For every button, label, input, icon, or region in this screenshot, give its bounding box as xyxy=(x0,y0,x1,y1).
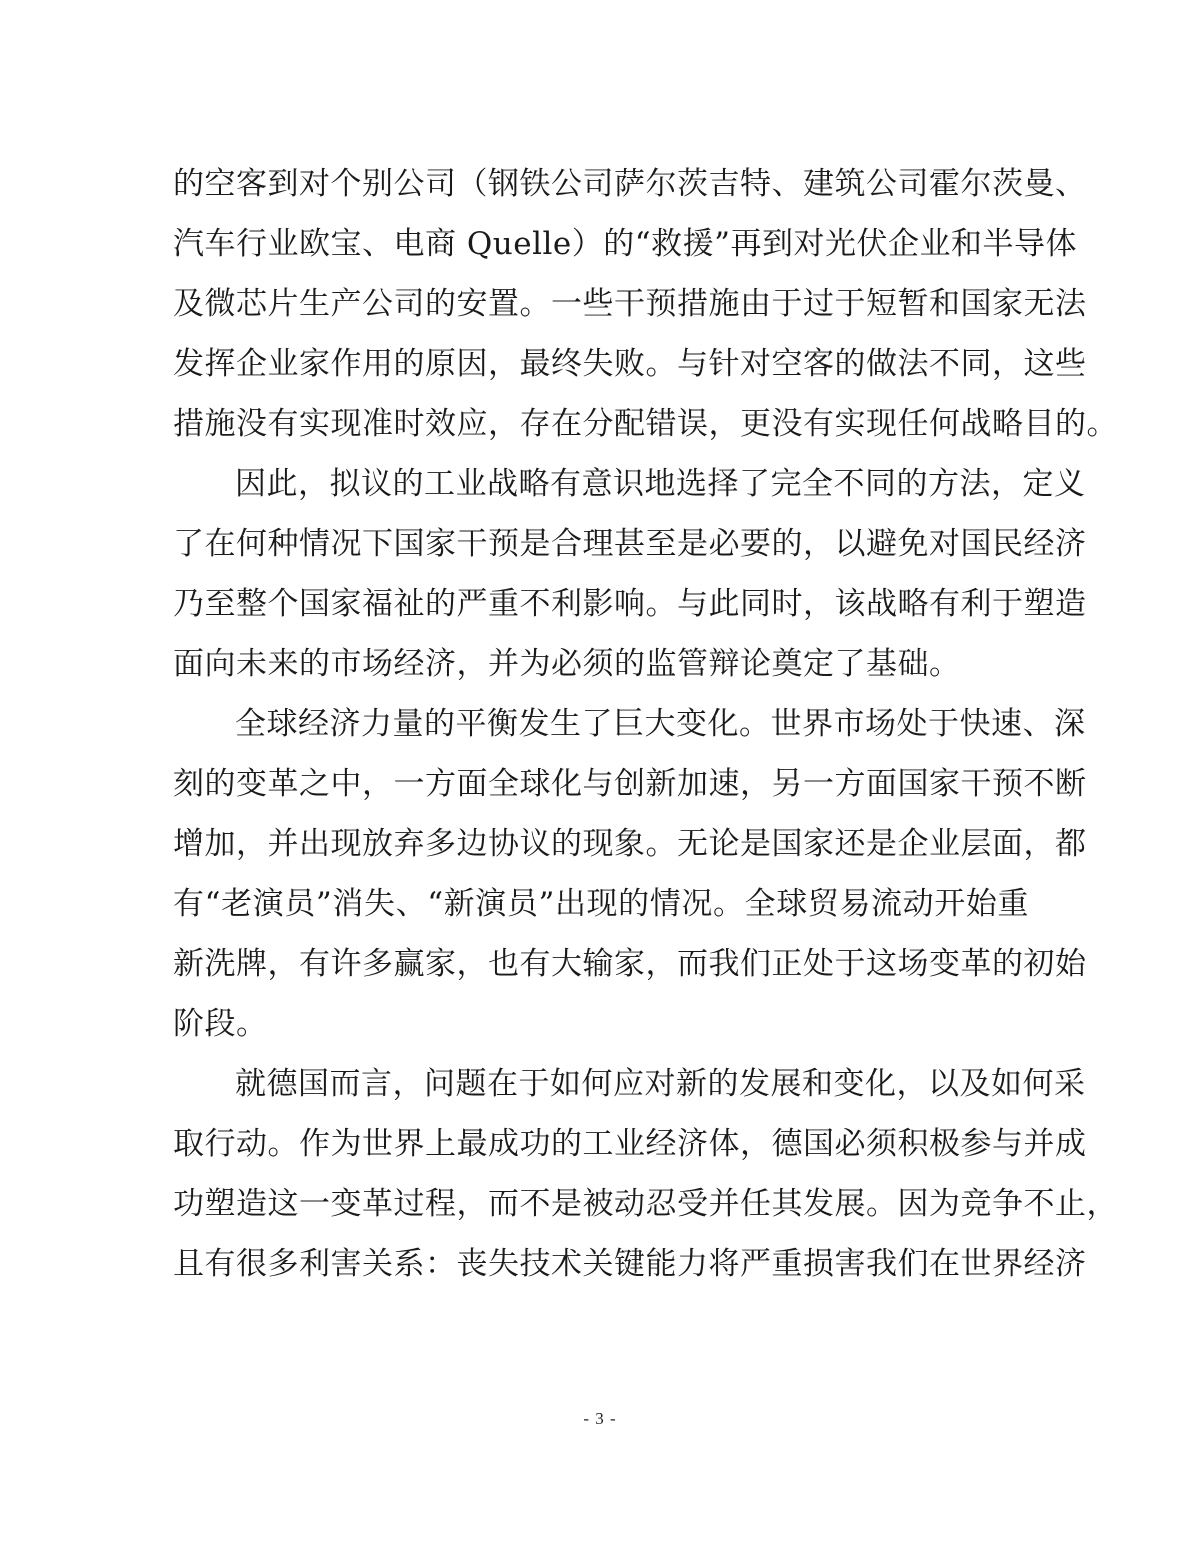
text-line: 汽车行业欧宝、电商 Quelle）的“救援”再到对光伏企业和半导体 xyxy=(173,226,1077,262)
text-line: 且有很多利害关系：丧失技术关键能力将严重损害我们在世界经济 xyxy=(173,1246,1087,1282)
paragraph-first-line: 全球经济力量的平衡发生了巨大变化。世界市场处于快速、深 xyxy=(235,706,1086,742)
paragraph-first-line: 就德国而言，问题在于如何应对新的发展和变化，以及如何采 xyxy=(235,1066,1086,1102)
text-line: 阶段。 xyxy=(173,1006,268,1042)
text-line: 面向未来的市场经济，并为必须的监管辩论奠定了基础。 xyxy=(173,646,961,682)
text-line: 取行动。作为世界上最成功的工业经济体，德国必须积极参与并成 xyxy=(173,1126,1087,1162)
text-line: 新洗牌，有许多赢家，也有大输家，而我们正处于这场变革的初始 xyxy=(173,946,1087,982)
text-line: 发挥企业家作用的原因，最终失败。与针对空客的做法不同，这些 xyxy=(173,346,1087,382)
text-line: 及微芯片生产公司的安置。一些干预措施由于过于短暂和国家无法 xyxy=(173,286,1087,322)
page-number: - 3 - xyxy=(583,1409,617,1428)
text-line: 的空客到对个别公司（钢铁公司萨尔茨吉特、建筑公司霍尔茨曼、 xyxy=(173,166,1087,202)
text-line: 乃至整个国家福祉的严重不利影响。与此同时，该战略有利于塑造 xyxy=(173,586,1087,622)
text-line: 刻的变革之中，一方面全球化与创新加速，另一方面国家干预不断 xyxy=(173,766,1087,802)
text-line: 功塑造这一变革过程，而不是被动忍受并任其发展。因为竞争不止， xyxy=(173,1186,1118,1222)
text-line: 措施没有实现准时效应，存在分配错误，更没有实现任何战略目的。 xyxy=(173,406,1118,442)
text-line: 了在何种情况下国家干预是合理甚至是必要的，以避免对国民经济 xyxy=(173,526,1087,562)
text-line: 增加，并出现放弃多边协议的现象。无论是国家还是企业层面，都 xyxy=(173,826,1087,862)
paragraph-first-line: 因此，拟议的工业战略有意识地选择了完全不同的方法，定义 xyxy=(235,466,1086,502)
body-text xyxy=(173,154,1118,1294)
text-line: 有“老演员”消失、“新演员”出现的情况。全球贸易流动开始重 xyxy=(173,886,1029,922)
